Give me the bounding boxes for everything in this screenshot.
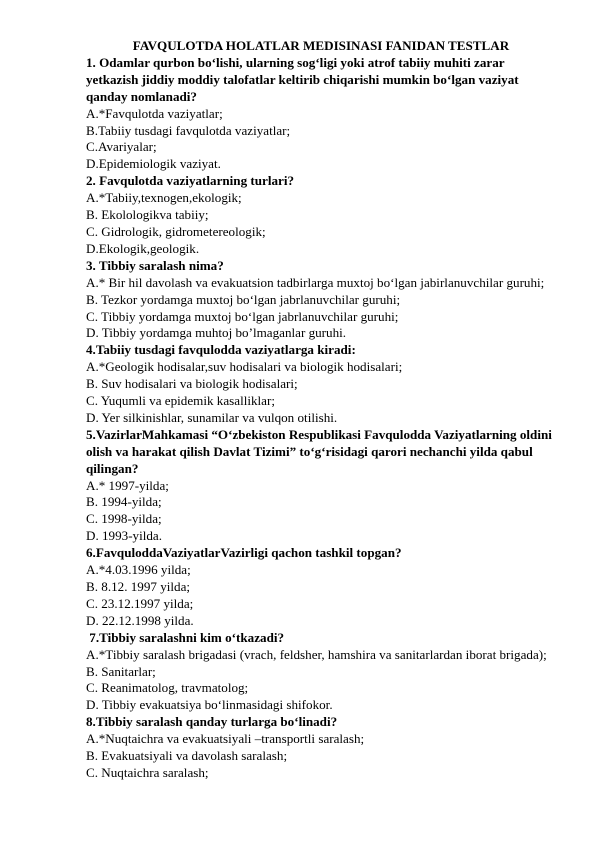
answer-option: A.*Nuqtaichra va evakuatsiyali –transportli saralash;	[86, 731, 365, 747]
question-block	[86, 714, 556, 782]
answer-option: B. Suv hodisalari va biologik hodisalari;	[86, 376, 298, 392]
answer-option: B. Tezkor yordamga muxtoj bo‘lgan jabrlanuvchilar guruhi;	[86, 291, 401, 307]
question-text: 6.FavquloddaVaziyatlarVazirligi qachon tashkil topgan?	[86, 545, 402, 561]
answer-option: A.*4.03.1996 yilda;	[86, 562, 191, 578]
answer-option: C.Avariyalar;	[86, 139, 157, 155]
answer-option: D. 1993-yilda.	[86, 528, 163, 544]
answer-option: C. Yuqumli va epidemik kasalliklar;	[86, 393, 275, 409]
answer-option: D.Epidemiologik vaziyat.	[86, 156, 221, 172]
question-text: 2. Favqulotda vaziyatlarning turlari?	[86, 173, 295, 189]
question-list	[86, 55, 556, 782]
answer-option: A.*Geologik hodisalar,suv hodisalari va biologik hodisalari;	[86, 359, 403, 375]
question-block	[86, 173, 556, 258]
document-title: FAVQULOTDA HOLATLAR MEDISINASI FANIDAN TESTLAR	[132, 38, 510, 53]
answer-option: B. Ekolologikva tabiiy;	[86, 207, 209, 223]
question-text: 1. Odamlar qurbon bo‘lishi, ularning sog‘ligi yoki atrof tabiiy muhiti zarar yetkazish jiddiy moddiy talofatlar keltirib chiqarishi mumkin bo‘lgan vaziyat qanday nomlanadi?	[86, 54, 519, 104]
question-block	[86, 342, 556, 427]
answer-option: A.* Bir hil davolash va evakuatsion tadbirlarga muxtoj bo‘lgan jabirlanuvchilar guruhi;	[86, 274, 545, 290]
answer-option: A.*Favqulotda vaziyatlar;	[86, 105, 223, 121]
answer-option: D. Tibbiy evakuatsiya bo‘linmasidagi shifokor.	[86, 697, 333, 713]
question-block	[86, 545, 556, 630]
answer-option: C. 23.12.1997 yilda;	[86, 595, 194, 611]
answer-option: C. Nuqtaichra saralash;	[86, 764, 209, 780]
question-block	[86, 55, 556, 173]
answer-option: C. Gidrologik, gidrometereologik;	[86, 223, 266, 239]
question-block	[86, 630, 556, 715]
answer-option: B.Tabiiy tusdagi favqulotda vaziyatlar;	[86, 122, 291, 138]
answer-option: B. Evakuatsiyali va davolash saralash;	[86, 748, 288, 764]
answer-option: C. 1998-yilda;	[86, 511, 162, 527]
answer-option: A.*Tabiiy,texnogen,ekologik;	[86, 190, 242, 206]
question-text: 8.Tibbiy saralash qanday turlarga bo‘linadi?	[86, 714, 338, 730]
question-text: 3. Tibbiy saralash nima?	[86, 257, 224, 273]
answer-option: D.Ekologik,geologik.	[86, 240, 200, 256]
answer-option: D. Yer silkinishlar, sunamilar va vulqon otilishi.	[86, 409, 338, 425]
answer-option: B. 1994-yilda;	[86, 494, 162, 510]
answer-option: D. Tibbiy yordamga muhtoj bo’lmaganlar guruhi.	[86, 325, 347, 341]
question-text: 5.VazirlarMahkamasi “O‘zbekiston Respublikasi Favqulodda Vaziyatlarning oldini olish va harakat qilish Davlat Tizimi” to‘g‘risidagi qarori nechanchi yilda qabul qilingan?	[86, 426, 552, 476]
answer-option: D. 22.12.1998 yilda.	[86, 612, 194, 628]
question-text: 4.Tabiiy tusdagi favqulodda vaziyatlarga kiradi:	[86, 342, 356, 358]
answer-option: B. Sanitarlar;	[86, 663, 156, 679]
answer-option: A.* 1997-yilda;	[86, 477, 169, 493]
answer-option: C. Reanimatolog, travmatolog;	[86, 680, 249, 696]
answer-option: B. 8.12. 1997 yilda;	[86, 579, 191, 594]
document-page	[86, 38, 556, 782]
question-text: 7.Tibbiy saralashni kim o‘tkazadi?	[86, 629, 285, 645]
answer-option: C. Tibbiy yordamga muxtoj bo‘lgan jabrlanuvchilar guruhi;	[86, 308, 399, 324]
answer-option: A.*Tibbiy saralash brigadasi (vrach, feldsher, hamshira va sanitarlardan iborat brigada);	[86, 646, 547, 662]
question-block	[86, 258, 556, 343]
question-block	[86, 427, 556, 545]
